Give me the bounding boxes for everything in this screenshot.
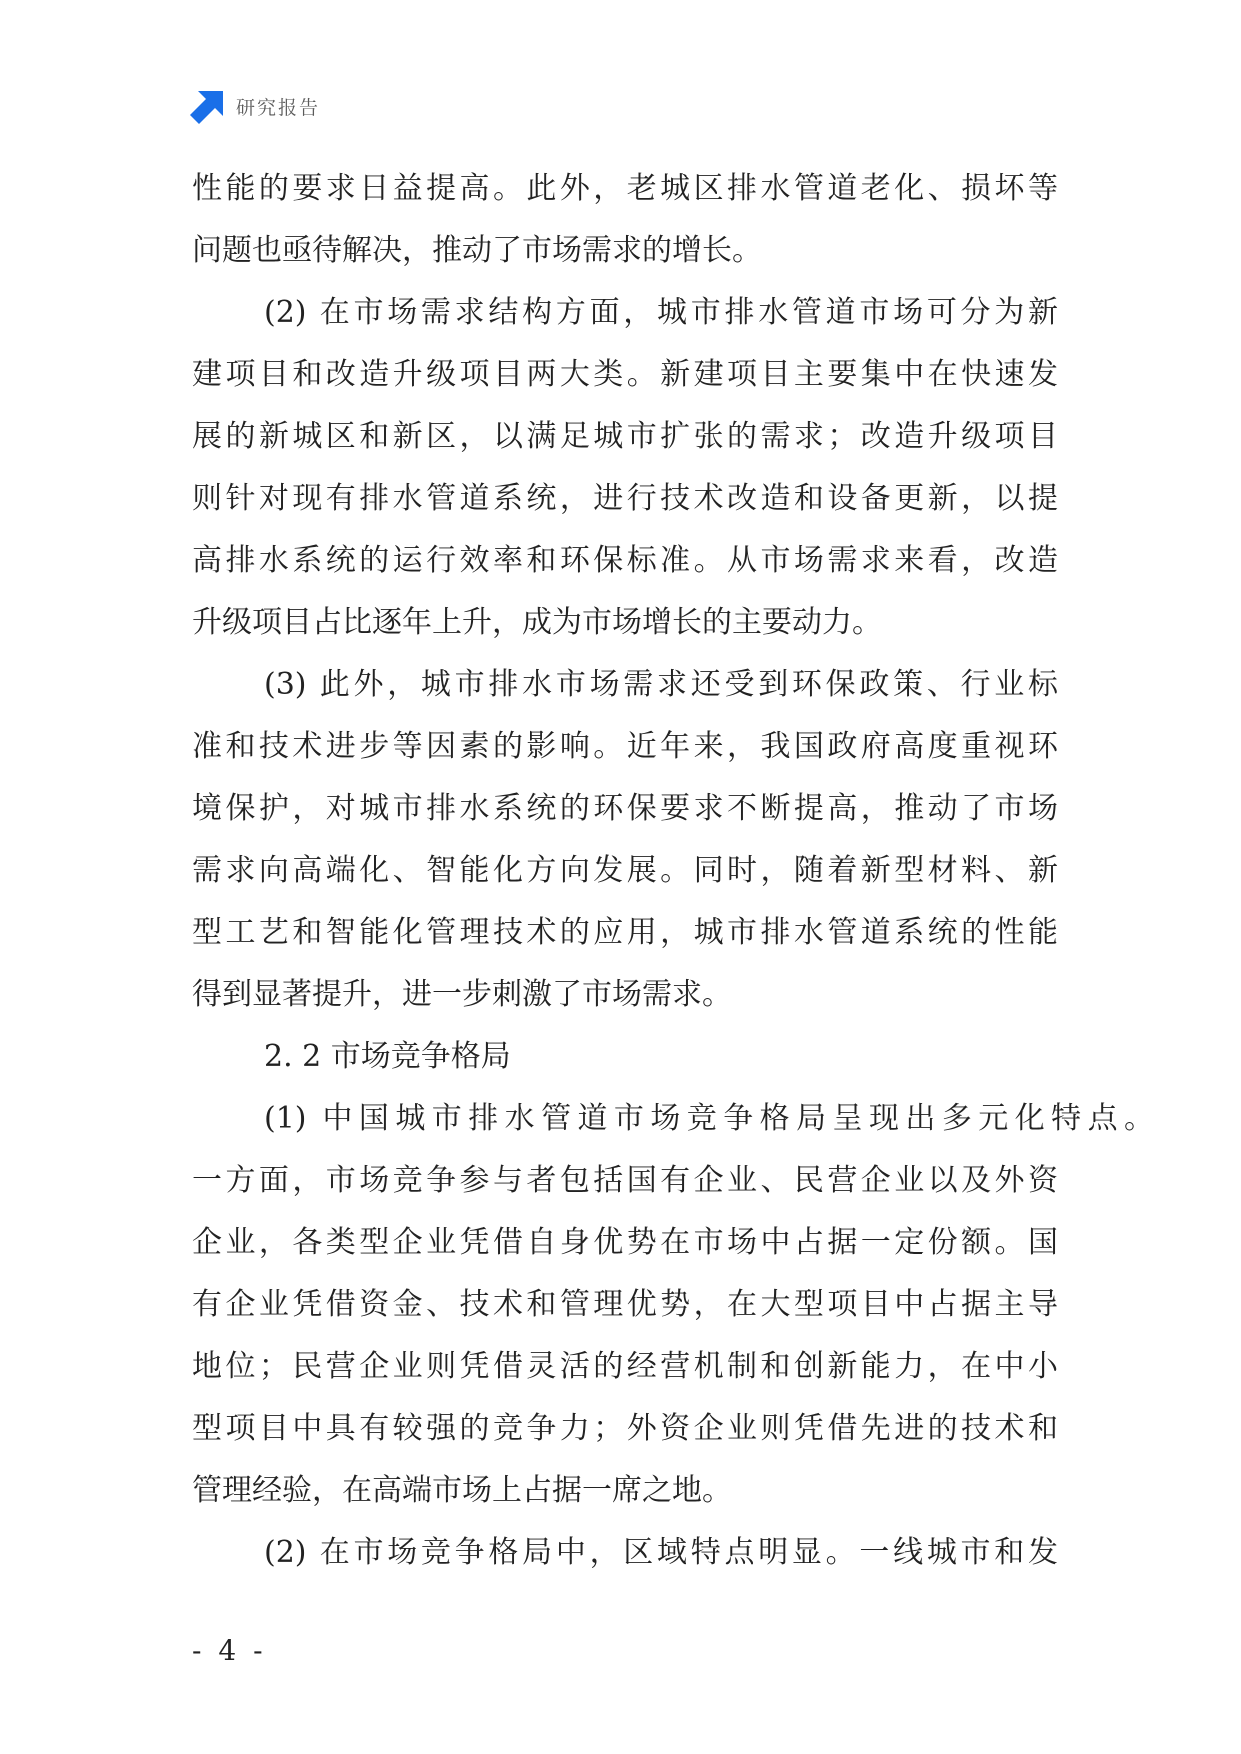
paragraph-start-line: (3) 此外，城市排水市场需求还受到环保政策、行业标 (264, 667, 1058, 702)
text-line: 则针对现有排水管道系统，进行技术改造和设备更新，以提 (192, 481, 1058, 516)
text-line: 问题也亟待解决，推动了市场需求的增长。 (192, 233, 762, 268)
text-line: 升级项目占比逐年上升，成为市场增长的主要动力。 (192, 605, 882, 640)
paragraph-start-line: (2) 在市场竞争格局中，区域特点明显。一线城市和发 (264, 1535, 1058, 1570)
text-line: 一方面，市场竞争参与者包括国有企业、民营企业以及外资 (192, 1163, 1058, 1198)
text-line: 企业，各类型企业凭借自身优势在市场中占据一定份额。国 (192, 1225, 1058, 1260)
text-line: 高排水系统的运行效率和环保标准。从市场需求来看，改造 (192, 543, 1058, 578)
text-line: 建项目和改造升级项目两大类。新建项目主要集中在快速发 (192, 357, 1058, 392)
text-line: 性能的要求日益提高。此外，老城区排水管道老化、损坏等 (192, 171, 1058, 206)
text-line: 地位；民营企业则凭借灵活的经营机制和创新能力，在中小 (192, 1349, 1058, 1384)
page-number: - 4 - (192, 1634, 267, 1667)
section-heading: 2. 2 市场竞争格局 (264, 1039, 511, 1074)
document-body (192, 158, 1154, 1584)
text-line: 型项目中具有较强的竞争力；外资企业则凭借先进的技术和 (192, 1411, 1058, 1446)
header-title: 研究报告 (236, 96, 321, 119)
text-line: 管理经验，在高端市场上占据一席之地。 (192, 1473, 732, 1508)
text-line: 准和技术进步等因素的影响。近年来，我国政府高度重视环 (192, 729, 1058, 764)
paragraph-start-line: (1) 中国城市排水管道市场竞争格局呈现出多元化特点。 (264, 1101, 1154, 1136)
arrow-up-right-icon (190, 88, 226, 124)
text-line: 展的新城区和新区，以满足城市扩张的需求；改造升级项目 (192, 419, 1058, 454)
report-header (190, 88, 320, 124)
text-line: 得到显著提升，进一步刺激了市场需求。 (192, 977, 732, 1012)
text-line: 境保护，对城市排水系统的环保要求不断提高，推动了市场 (192, 791, 1058, 826)
text-line: 有企业凭借资金、技术和管理优势，在大型项目中占据主导 (192, 1287, 1058, 1322)
text-line: 型工艺和智能化管理技术的应用，城市排水管道系统的性能 (192, 915, 1058, 950)
text-line: 需求向高端化、智能化方向发展。同时，随着新型材料、新 (192, 853, 1058, 888)
paragraph-start-line: (2) 在市场需求结构方面，城市排水管道市场可分为新 (264, 295, 1058, 330)
